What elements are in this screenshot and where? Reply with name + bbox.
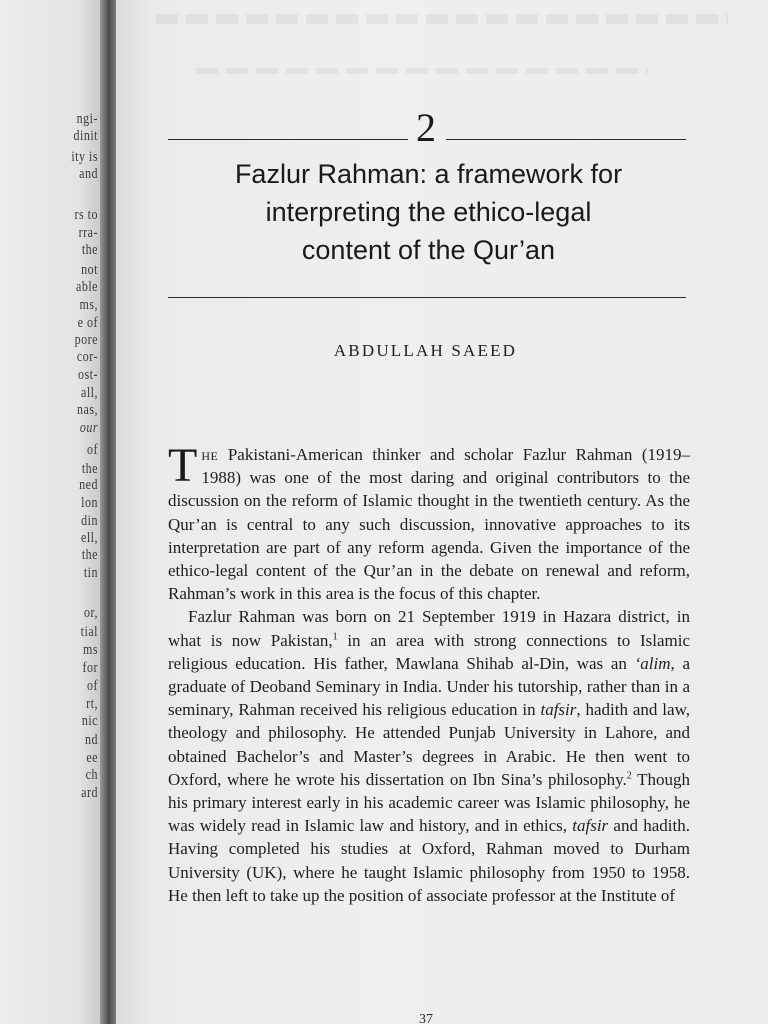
facing-page-line: cor- bbox=[76, 347, 98, 365]
facing-page-left bbox=[0, 0, 112, 1024]
footnote-ref[interactable]: 1 bbox=[332, 630, 338, 642]
paragraph-1 bbox=[168, 439, 690, 605]
facing-page-line: nd bbox=[85, 730, 98, 748]
facing-page-line: ned bbox=[79, 475, 98, 493]
chapter-title-line: content of the Qur’an bbox=[301, 235, 556, 265]
italic-term: tafsir bbox=[572, 816, 609, 836]
facing-page-line: our bbox=[79, 418, 98, 436]
facing-page-line: the bbox=[81, 545, 98, 563]
paragraph-text: , hadith and law, theology and philosophy. He attended Punjab University in Lahore, and obtained Bachelor’s and Master’s degrees in Arabic. He then went to Oxford, where he wrote his dissertation on Ibn Sina’s philosophy. bbox=[168, 700, 690, 789]
chapter-title-line: Fazlur Rahman: a framework for bbox=[234, 159, 623, 189]
title-rule-bottom bbox=[168, 297, 686, 298]
book-page bbox=[116, 0, 768, 1024]
footnote-ref[interactable]: 2 bbox=[626, 770, 632, 782]
facing-page-line: not bbox=[81, 260, 98, 278]
facing-page-line: din bbox=[81, 511, 98, 529]
facing-page-line: ms bbox=[82, 640, 98, 658]
facing-page-line: ngi- bbox=[76, 109, 98, 127]
page-number: 37 bbox=[419, 1012, 433, 1024]
facing-page-line: the bbox=[81, 459, 98, 477]
facing-page-line: rra- bbox=[78, 223, 98, 241]
paragraph-text: Though his primary interest early in his academic career was Islamic philosophy, he was widely read in Islamic law and history, and in ethics, bbox=[168, 769, 691, 836]
facing-page-line: pore bbox=[74, 330, 98, 348]
facing-page-line: ee bbox=[86, 748, 98, 766]
chapter-title-line: interpreting the ethico-legal bbox=[265, 197, 592, 227]
facing-page-line: ard bbox=[81, 783, 98, 801]
facing-page-line: rt, bbox=[86, 694, 98, 712]
italic-term: tafsir bbox=[540, 700, 577, 720]
drop-cap: T bbox=[168, 439, 198, 492]
facing-page-line: ity is bbox=[71, 147, 98, 165]
chapter-title bbox=[176, 155, 681, 269]
facing-page-line: ell, bbox=[81, 528, 98, 546]
paragraph-text: Pakistani-American thinker and scholar Fazlur Rahman (1919–1988) was one of the most daring and original contributors to the discussion on the reform of Islamic thought in the twentieth century. As the Qur’an is central to any such discussion, innovative approaches to its interpretation are part of any reform agenda. Given the importance of the ethico-legal content of the Qur’an in the debate on renewal and reform, Rahman’s work in this area is the focus of this chapter. bbox=[168, 445, 690, 604]
author-name: ABDULLAH SAEED bbox=[333, 341, 518, 360]
paragraph-text: Fazlur Rahman was born on 21 September 1919 in Hazara district, in what is now Pakistan, bbox=[168, 607, 690, 650]
facing-page-line: ost- bbox=[78, 365, 98, 383]
facing-page-line: nas, bbox=[77, 400, 98, 418]
facing-page-line: ms, bbox=[79, 295, 98, 313]
paragraph-text: in an area with strong connections to Islamic religious education. His father, Mawlana Shihab al-Din, was an bbox=[168, 630, 690, 673]
facing-page-line: the bbox=[81, 240, 98, 258]
show-through-text bbox=[156, 14, 728, 24]
paragraph-2 bbox=[168, 605, 690, 907]
lead-in: he bbox=[201, 445, 219, 464]
body-text bbox=[168, 439, 691, 907]
facing-page-line: ch bbox=[85, 765, 98, 783]
facing-page-line: dinit bbox=[73, 126, 98, 144]
facing-page-line: of bbox=[87, 440, 98, 458]
chapter-rule-right bbox=[446, 139, 686, 140]
chapter-rule-left bbox=[168, 139, 408, 140]
facing-page-line: all, bbox=[81, 383, 98, 401]
facing-page-line: and bbox=[79, 164, 98, 182]
paragraph-text: , a graduate of Deoband Seminary in India. Under his tutorship, rather than in a seminary, Rahman received his religious education in bbox=[168, 653, 690, 720]
facing-page-line: able bbox=[76, 277, 98, 295]
facing-page-line: nic bbox=[81, 711, 98, 729]
facing-page-line: for bbox=[82, 658, 98, 676]
facing-page-line: rs to bbox=[74, 205, 98, 223]
italic-term: ‘alim bbox=[634, 653, 671, 673]
show-through-text bbox=[196, 68, 648, 74]
paragraph-text: and hadith. Having completed his studies at Oxford, Rahman moved to Durham University (UK), where he taught Islamic philosophy from 1950 to 1958. He then left to take up the position of associate professor at the Institute of bbox=[168, 816, 690, 905]
facing-page-line: e of bbox=[77, 313, 98, 331]
facing-page-line: or, bbox=[83, 603, 98, 621]
facing-page-line: of bbox=[87, 676, 98, 694]
chapter-number: 2 bbox=[416, 105, 436, 150]
facing-page-line: tin bbox=[83, 563, 98, 581]
facing-page-line: lon bbox=[81, 493, 98, 511]
facing-page-line: tial bbox=[80, 622, 98, 640]
